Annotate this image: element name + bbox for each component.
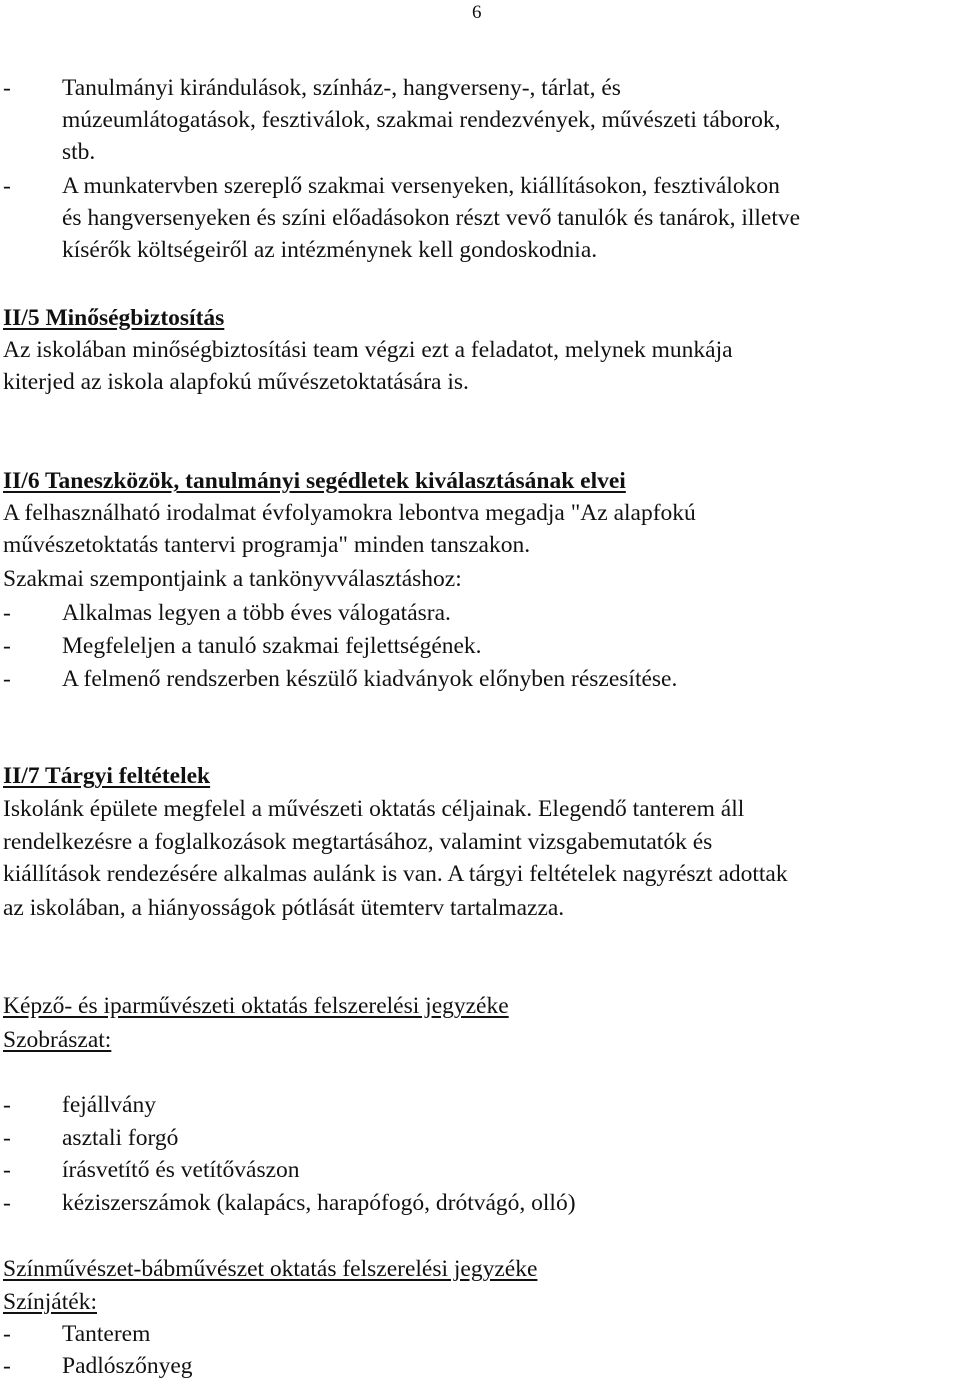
list-item-line: múzeumlátogatások, fesztiválok, szakmai rendezvények, művészeti táborok, [62, 107, 781, 133]
list-item-line: kísérők költségeiről az intézménynek kell gondoskodnia. [62, 237, 598, 263]
list-item: kéziszerszámok (kalapács, harapófogó, drótvágó, olló) [62, 1190, 576, 1216]
list-item-dash: - [3, 1092, 11, 1118]
equipment-heading-theatre: Színművészet-bábművészet oktatás felszerelési jegyzéke [3, 1256, 538, 1282]
paragraph-line: A felhasználható irodalmat évfolyamokra lebontva megadja "Az alapfokú [3, 500, 696, 526]
list-item: írásvetítő és vetítővászon [62, 1157, 300, 1183]
list-item-dash: - [3, 1353, 11, 1379]
list-item-dash: - [3, 600, 11, 626]
paragraph-line: az iskolában, a hiányosságok pótlását ütemterv tartalmazza. [3, 895, 565, 921]
section-heading-ii7: II/7 Tárgyi feltételek [3, 763, 211, 789]
section-heading-ii6: II/6 Taneszközök, tanulmányi segédletek kiválasztásának elvei [3, 468, 626, 494]
list-item: Alkalmas legyen a több éves válogatásra. [62, 600, 451, 626]
equipment-heading-visual: Képző- és iparművészeti oktatás felszerelési jegyzéke [3, 993, 509, 1019]
paragraph-line: rendelkezésre a foglalkozások megtartásához, valamint vizsgabemutatók és [3, 829, 713, 855]
list-item-line: A munkatervben szereplő szakmai versenyeken, kiállításokon, fesztiválokon [62, 173, 780, 199]
equipment-subheading-drama: Színjáték: [3, 1289, 97, 1315]
page-number: 6 [472, 2, 482, 23]
list-item-line: stb. [62, 139, 96, 165]
list-item-dash: - [3, 1157, 11, 1183]
list-item-dash: - [3, 1321, 11, 1347]
equipment-subheading-sculpture: Szobrászat: [3, 1027, 112, 1053]
list-item-dash: - [3, 633, 11, 659]
list-item: Padlószőnyeg [62, 1353, 193, 1379]
paragraph-line: kiállítások rendezésére alkalmas aulánk is van. A tárgyi feltételek nagyrészt adottak [3, 861, 788, 887]
paragraph-line: Iskolánk épülete megfelel a művészeti oktatás céljainak. Elegendő tanterem áll [3, 796, 745, 822]
list-item-dash: - [3, 75, 11, 101]
list-item: Tanterem [62, 1321, 151, 1347]
paragraph-line: Szakmai szempontjaink a tankönyvválasztáshoz: [3, 566, 462, 592]
list-item-dash: - [3, 666, 11, 692]
list-item: A felmenő rendszerben készülő kiadványok előnyben részesítése. [62, 666, 678, 692]
list-item-dash: - [3, 1190, 11, 1216]
list-item: asztali forgó [62, 1125, 179, 1151]
list-item: Megfeleljen a tanuló szakmai fejlettségének. [62, 633, 482, 659]
list-item-line: és hangversenyeken és színi előadásokon részt vevő tanulók és tanárok, illetve [62, 205, 801, 231]
paragraph-line: Az iskolában minőségbiztosítási team végzi ezt a feladatot, melynek munkája [3, 337, 733, 363]
paragraph-line: kiterjed az iskola alapfokú művészetoktatására is. [3, 369, 469, 395]
list-item-line: Tanulmányi kirándulások, színház-, hangverseny-, tárlat, és [62, 75, 621, 101]
section-heading-ii5: II/5 Minőségbiztosítás [3, 305, 225, 331]
list-item-dash: - [3, 173, 11, 199]
list-item: fejállvány [62, 1092, 156, 1118]
list-item-dash: - [3, 1125, 11, 1151]
paragraph-line: művészetoktatás tantervi programja" minden tanszakon. [3, 532, 531, 558]
